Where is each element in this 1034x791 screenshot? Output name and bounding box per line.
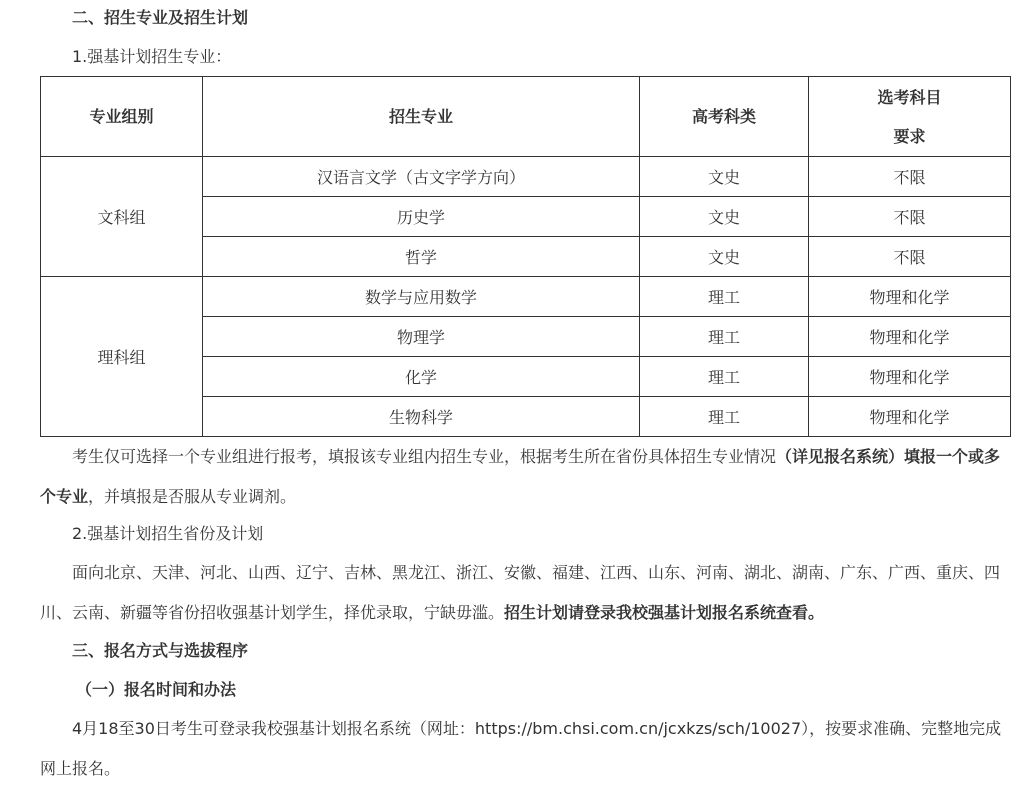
- selection-note: [40, 437, 1005, 517]
- provinces-bold: 招生计划请登录我校强基计划报名系统查看。: [504, 603, 825, 622]
- table-row: [41, 157, 1011, 197]
- header-major: 招生专业: [203, 77, 640, 157]
- req-cell: 物理和化学: [809, 277, 1011, 317]
- category-cell: 理工: [640, 317, 809, 357]
- table-header-row: [41, 77, 1011, 157]
- major-cell: 生物科学: [203, 397, 640, 437]
- provinces-paragraph: [40, 553, 1005, 633]
- subsection-1-heading: 1.强基计划招生专业：: [72, 47, 232, 66]
- category-cell: 理工: [640, 397, 809, 437]
- header-category: 高考科类: [640, 77, 809, 157]
- major-cell: 数学与应用数学: [203, 277, 640, 317]
- header-subject: 选考科目: [877, 87, 942, 107]
- category-cell: 文史: [640, 157, 809, 197]
- provinces-text: 面向北京、天津、河北、山西、辽宁、吉林、黑龙江、浙江、安徽、福建、江西、山东、河南、湖北、湖南、广东、广西、重庆、四川、云南、新疆等省份招收强基计划学生，择优录取，宁缺毋滥。: [40, 563, 1001, 622]
- req-cell: 不限: [809, 237, 1011, 277]
- major-cell: 哲学: [203, 237, 640, 277]
- subsection-3-heading: （一）报名时间和办法: [76, 680, 237, 699]
- header-subject-req: [809, 77, 1011, 157]
- header-req: 要求: [893, 126, 926, 146]
- category-cell: 文史: [640, 237, 809, 277]
- category-cell: 理工: [640, 277, 809, 317]
- major-cell: 化学: [203, 357, 640, 397]
- req-cell: 物理和化学: [809, 397, 1011, 437]
- section-3-heading: 三、报名方式与选拔程序: [72, 641, 249, 660]
- subsection-2-heading: 2.强基计划招生省份及计划: [72, 524, 264, 543]
- major-cell: 历史学: [203, 197, 640, 237]
- major-cell: 物理学: [203, 317, 640, 357]
- selection-note-bold: （详见报名系统）填报一个或多个专业: [40, 447, 1001, 506]
- req-cell: 物理和化学: [809, 317, 1011, 357]
- category-cell: 文史: [640, 197, 809, 237]
- selection-note-text: 考生仅可选择一个专业组进行报考，填报该专业组内招生专业，根据考生所在省份具体招生专业情况: [72, 447, 777, 466]
- header-group: 专业组别: [41, 77, 203, 157]
- req-cell: 不限: [809, 157, 1011, 197]
- group-cell: 文科组: [41, 157, 203, 277]
- req-cell: 不限: [809, 197, 1011, 237]
- major-cell: 汉语言文学（古文字学方向）: [203, 157, 640, 197]
- group-cell: 理科组: [41, 277, 203, 437]
- registration-paragraph: 4月18至30日考生可登录我校强基计划报名系统（网址：https://bm.chsi.com.cn/jcxkzs/sch/10027），按要求准确、完整地完成网上报名。: [40, 719, 1002, 778]
- section-2-heading: 二、招生专业及招生计划: [72, 8, 249, 27]
- req-cell: 物理和化学: [809, 357, 1011, 397]
- table-row: [41, 277, 1011, 317]
- category-cell: 理工: [640, 357, 809, 397]
- majors-table: [40, 76, 1011, 437]
- selection-note-tail: ，并填报是否服从专业调剂。: [88, 487, 297, 506]
